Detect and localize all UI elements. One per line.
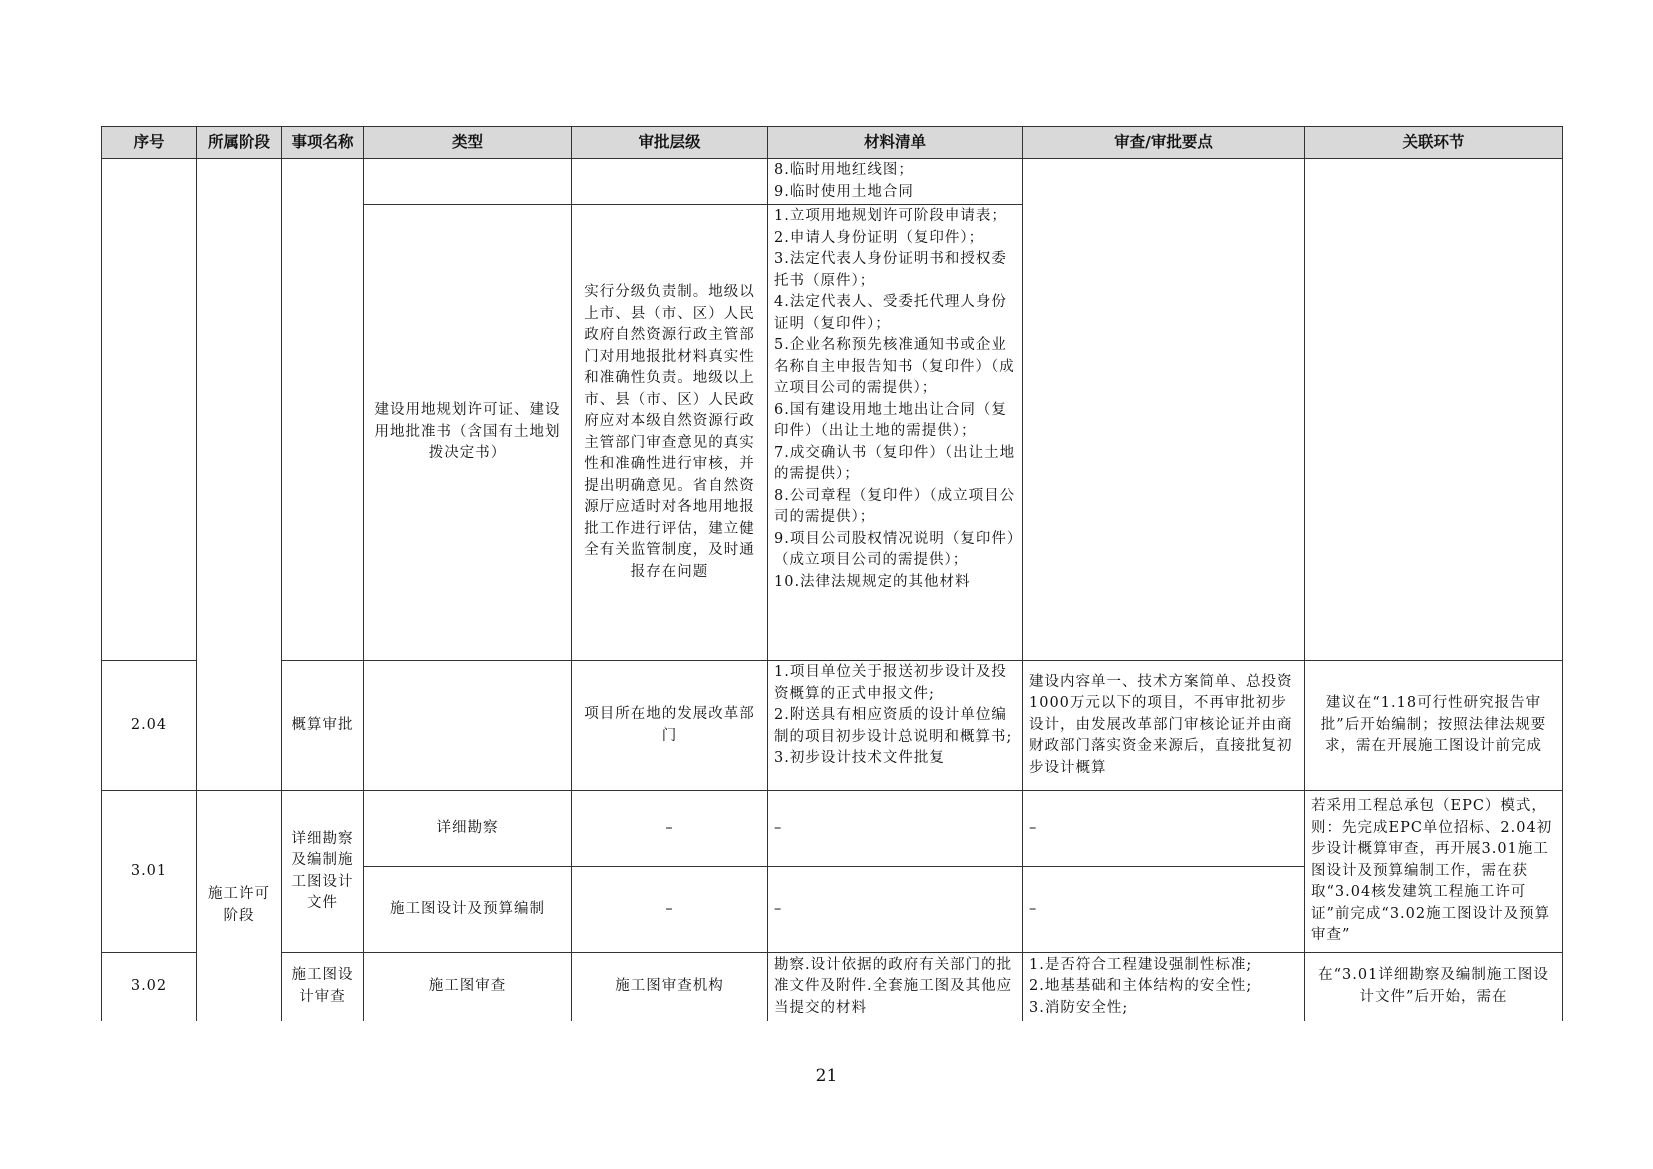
materials-cell: [768, 661, 1023, 791]
seq-cell: 2.04: [102, 661, 197, 791]
review-item: 2.地基基础和主体结构的安全性;: [1029, 978, 1253, 994]
header-level: 审批层级: [572, 127, 768, 159]
link-cell: 在“3.01详细勘察及编制施工图设计文件”后开始，需在: [1305, 953, 1563, 1021]
material-item: 5.企业名称预先核准通知书或企业名称自主申报告知书（复印件）（成立项目公司的需提供）；: [774, 337, 1015, 396]
review-item: 3.消防安全性;: [1029, 999, 1129, 1016]
type-cell: 详细勘察: [364, 791, 572, 867]
review-cell: 建设内容单一、技术方案简单、总投资 1000万元以下的项目，不再审批初步设计，由发展改革部门审核论证并由商财政部门落实资金来源后，直接批复初步设计概算: [1023, 661, 1305, 791]
item-cell: 施工图设计审查: [282, 953, 364, 1021]
review-cell: –: [1023, 791, 1305, 867]
material-item: 6.国有建设用地土地出让合同（复印件）（出让土地的需提供）；: [774, 401, 1007, 439]
material-item: 1.立项用地规划许可阶段申请表；: [774, 208, 1007, 224]
material-item: 9.项目公司股权情况说明（复印件）（成立项目公司的需提供）；: [774, 530, 1016, 568]
link-cell: 建议在“1.18可行性研究报告审批”后开始编制；按照法律法规要求，需在开展施工图设计前完成: [1305, 661, 1563, 791]
material-item: 2.附送具有相应资质的设计单位编制的项目初步设计总说明和概算书;: [774, 707, 1013, 745]
header-item: 事项名称: [282, 127, 364, 159]
seq-cell: 3.02: [102, 953, 197, 1021]
type-cell: 施工图设计及预算编制: [364, 867, 572, 953]
table-row: [102, 159, 1563, 205]
review-item: 1.是否符合工程建设强制性标准;: [1029, 956, 1253, 973]
level-cell-continued: [572, 159, 768, 205]
level-cell: 施工图审查机构: [572, 953, 768, 1021]
table-row: [102, 953, 1563, 1021]
type-cell-continued: [364, 159, 572, 205]
link-cell: 若采用工程总承包（EPC）模式，则：先完成EPC单位招标、2.04初步设计概算审查，再开展3.01施工图设计及预算编制工作，需在获取“3.04核发建筑工程施工许可证”前完成“3.02施工图设计及预算审查”: [1305, 791, 1563, 953]
stage-cell: 施工许可阶段: [197, 791, 282, 1021]
level-cell: 项目所在地的发展改革部门: [572, 661, 768, 791]
material-item: 9.临时使用土地合同: [774, 183, 914, 200]
type-cell: 施工图审查: [364, 953, 572, 1021]
material-item: 10.法律法规规定的其他材料: [774, 573, 971, 590]
header-stage: 所属阶段: [197, 127, 282, 159]
materials-cell: –: [768, 791, 1023, 867]
link-cell-continued: [1305, 159, 1563, 661]
material-item: 3.法定代表人身份证明书和授权委托书（原件）；: [774, 251, 1007, 289]
review-cell-continued: [1023, 159, 1305, 661]
seq-cell: 3.01: [102, 791, 197, 953]
material-item: 8.公司章程（复印件）（成立项目公司的需提供）；: [774, 487, 1016, 525]
material-item: 4.法定代表人、受委托代理人身份证明（复印件）；: [774, 294, 1007, 332]
level-cell: 实行分级负责制。地级以上市、县（市、区）人民政府自然资源行政主管部门对用地报批材料真实性和准确性负责。地级以上市、县（市、区）人民政府应对本级自然资源行政主管部门审查意见的真实性和准确性进行审核，并提出明确意见。省自然资源厅应适时对各地用地报批工作进行评估，建立健全有关监管制度，及时通报存在问题: [572, 205, 768, 661]
type-cell: 建设用地规划许可证、建设用地批准书（含国有土地划拨决定书）: [364, 205, 572, 661]
materials-cell-continued: [768, 159, 1023, 205]
approval-items-table: [101, 126, 1563, 1021]
level-cell: –: [572, 867, 768, 953]
table-row: [102, 661, 1563, 791]
material-item: 3.初步设计技术文件批复: [774, 750, 945, 766]
material-item: 1.项目单位关于报送初步设计及投资概算的正式申报文件;: [774, 664, 1007, 702]
item-cell: 概算审批: [282, 661, 364, 791]
material-item: 2.申请人身份证明（复印件）；: [774, 229, 985, 246]
materials-cell: [768, 205, 1023, 661]
material-item: 7.成交确认书（复印件）（出让土地的需提供）；: [774, 444, 1016, 482]
type-cell: [364, 661, 572, 791]
table-row: [102, 791, 1563, 867]
header-type: 类型: [364, 127, 572, 159]
stage-cell-continued: [197, 159, 282, 791]
item-cell: 详细勘察及编制施工图设计文件: [282, 791, 364, 953]
header-review: 审查/审批要点: [1023, 127, 1305, 159]
materials-cell: –: [768, 867, 1023, 953]
materials-cell: 勘察.设计依据的政府有关部门的批准文件及附件.全套施工图及其他应当提交的材料: [768, 953, 1023, 1021]
table-header-row: [102, 127, 1563, 159]
header-link: 关联环节: [1305, 127, 1563, 159]
header-seq: 序号: [102, 127, 197, 159]
material-item: 8.临时用地红线图；: [774, 162, 914, 178]
item-cell-continued: [282, 159, 364, 661]
page-number: 21: [815, 1066, 838, 1086]
review-cell: –: [1023, 867, 1305, 953]
level-cell: –: [572, 791, 768, 867]
header-materials: 材料清单: [768, 127, 1023, 159]
seq-cell-continued: [102, 159, 197, 661]
review-cell: [1023, 953, 1305, 1021]
